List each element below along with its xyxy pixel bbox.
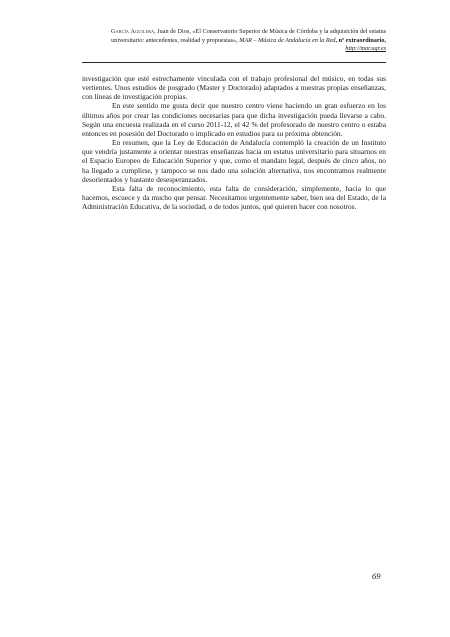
paragraph-4: Esta falta de reconocimiento, esta falta de consideración, simplemente, hacia lo que hacemos, escuece y da mucho que pensar. Necesitamos urgentemente saber, bien sea del Estado, de la Administración Educativa, de la sociedad, o de todos juntos, qué quieren hacer con nosotros.	[82, 183, 386, 212]
header-journal: MAR – Música de Andalucía en la Red	[239, 36, 336, 44]
paragraph-1: investigación que esté estrechamente vinculada con el trabajo profesional del músico, en todas sus vertientes. Unos estudios de posgrado (Master y Doctorado) adaptados a nuestras propias enseñanzas, con líneas de investigación propias.	[82, 74, 386, 102]
running-header	[90, 28, 386, 54]
header-author: García Aguilera	[111, 28, 155, 35]
paragraph-2: En este sentido me gusta decir que nuestro centro viene haciendo un gran esfuerzo en los últimos años por crear las condiciones necesarias para que dicha investigación pueda llevarse a cabo. Según una encuesta realizada en el curso 2011-12, el 42 % del profesorado de nuestro centro o estaba entonces en posesión del Doctorado o implicado en estudios para su próxima obtención.	[82, 101, 386, 138]
header-divider	[82, 62, 386, 63]
header-url-link[interactable]: http://mar.ugr.es	[345, 45, 386, 53]
body-text	[82, 74, 386, 211]
header-issue: , nº extraordinario,	[335, 36, 386, 44]
page-number: 69	[372, 571, 381, 581]
paragraph-3: En resumen, que la Ley de Educación de Andalucía contempló la creación de un Instituto que vendría justamente a orientar nuestras enseñanzas hacia un estatus universitario para situarnos en el Espacio Europeo de Educación Superior y que, como el mandato legal, después de cinco años, no ha llegado a cumplirse, y tampoco se nos dado una solución alternativa, nos encontramos realmente desorientados y bastante desesperanzados.	[82, 138, 386, 184]
header-citation: , Juan de Dios, «El Conservatorio Superior de Música de Córdoba y la adquisición del estatus universitario: antecedentes, realidad y propuestas»,	[111, 28, 386, 44]
